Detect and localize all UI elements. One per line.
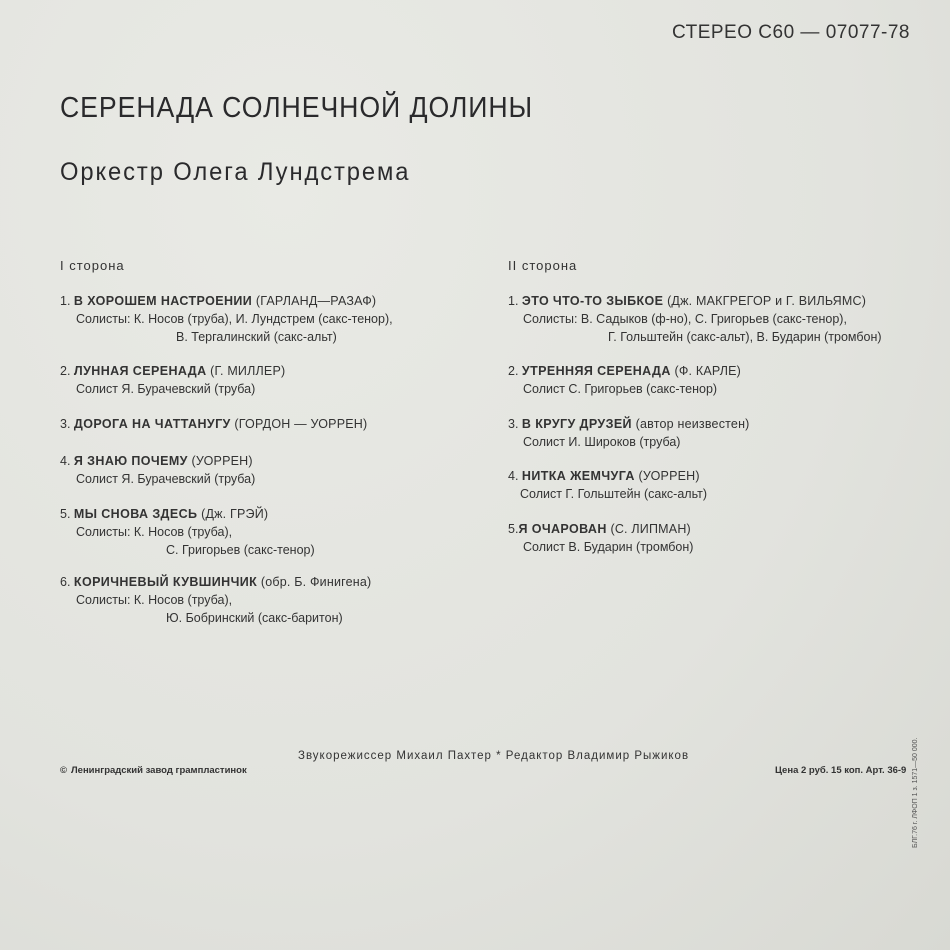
track-credit: (С. ЛИПМАН) (606, 522, 691, 536)
track-credit: (Ф. КАРЛЕ) (670, 364, 742, 378)
track-title: Я ЗНАЮ ПОЧЕМУ (73, 454, 188, 468)
soloists-line: Солисты: В. Садыков (ф-но), С. Григорьев (сакс-тенор), (523, 312, 847, 326)
manufacturer: © Ленинградский завод грампластинок (60, 765, 247, 776)
soloists-line: Ю. Бобринский (сакс-баритон) (166, 611, 343, 625)
track-credit: (Дж. ГРЭЙ) (197, 507, 269, 521)
soloists-line: С. Григорьев (сакс-тенор) (166, 543, 315, 557)
track-title: ЭТО ЧТО-ТО ЗЫБКОЕ (521, 294, 664, 308)
soloists-line: Г. Гольштейн (сакс-альт), В. Бударин (тромбон) (608, 330, 882, 344)
side-2-track-5: 5.Я ОЧАРОВАН (С. ЛИПМАН) Солист В. Бударин (тромбон) (508, 522, 694, 554)
track-title: В ХОРОШЕМ НАСТРОЕНИИ (73, 294, 253, 308)
soloists-line: Солист Г. Гольштейн (сакс-альт) (520, 487, 708, 501)
print-info: БЛГ.76 г. ЛФОП 1 з. 1571—50 000. (912, 737, 919, 848)
copyright-icon: © (60, 765, 67, 776)
track-credit: (автор неизвестен) (631, 417, 750, 431)
side-2-track-1: 1. ЭТО ЧТО-ТО ЗЫБКОЕ (Дж. МАКГРЕГОР и Г. ВИЛЬЯМС) Солисты: В. Садыков (ф-но), С. Григорьев (сакс-тенор), Г. Гольштейн (сакс-альт), В. Бударин (тромбон) (508, 294, 882, 344)
side-2-track-2: 2. УТРЕННЯЯ СЕРЕНАДА (Ф. КАРЛЕ) Солист С. Григорьев (сакс-тенор) (508, 364, 742, 396)
soloists-line: Солисты: К. Носов (труба), И. Лундстрем (сакс-тенор), (76, 312, 393, 326)
soloists-line: В. Тергалинский (сакс-альт) (176, 330, 337, 344)
side-1-track-5: 5. МЫ СНОВА ЗДЕСЬ (Дж. ГРЭЙ) Солисты: К. Носов (труба), С. Григорьев (сакс-тенор) (60, 507, 315, 557)
track-credit: (Дж. МАКГРЕГОР и Г. ВИЛЬЯМС) (663, 294, 867, 308)
side-1-track-2: 2. ЛУННАЯ СЕРЕНАДА (Г. МИЛЛЕР) Солист Я. Бурачевский (труба) (60, 364, 286, 396)
price-info: Цена 2 руб. 15 коп. Арт. 36-9 (775, 765, 907, 776)
catalog-number: СТЕРЕО С60 — 07077-78 (672, 22, 910, 43)
soloists-line: Солист Я. Бурачевский (труба) (76, 382, 256, 396)
soloists-line: Солисты: К. Носов (труба), (76, 593, 233, 607)
track-title: Я ОЧАРОВАН (518, 522, 607, 536)
soloists-line: Солист И. Широков (труба) (523, 435, 681, 449)
track-credit: (ГОРДОН — УОРРЕН) (230, 417, 368, 431)
soloists-line: Солист С. Григорьев (сакс-тенор) (523, 382, 718, 396)
side-1-track-6: 6. КОРИЧНЕВЫЙ КУВШИНЧИК (обр. Б. Финигена) Солисты: К. Носов (труба), Ю. Бобринский (сакс-баритон) (60, 575, 372, 625)
track-credit: (УОРРЕН) (187, 454, 253, 468)
side-2-track-4: 4. НИТКА ЖЕМЧУГА (УОРРЕН) Солист Г. Гольштейн (сакс-альт) (508, 469, 708, 501)
production-credits: Звукорежиссер Михаил Пахтер * Редактор Владимир Рыжиков (298, 750, 690, 762)
soloists-line: Солист Я. Бурачевский (труба) (76, 472, 256, 486)
track-title: В КРУГУ ДРУЗЕЙ (521, 417, 632, 431)
side-1-label: I сторона (60, 258, 125, 273)
side-2-track-3: 3. В КРУГУ ДРУЗЕЙ (автор неизвестен) Солист И. Широков (труба) (508, 417, 750, 449)
track-credit: (УОРРЕН) (634, 469, 700, 483)
track-title: МЫ СНОВА ЗДЕСЬ (73, 507, 198, 521)
album-title: СЕРЕНАДА СОЛНЕЧНОЙ ДОЛИНЫ (60, 92, 534, 124)
soloists-line: Солисты: К. Носов (труба), (76, 525, 233, 539)
track-credit: (ГАРЛАНД—РАЗАФ) (252, 294, 377, 308)
artist-name: Оркестр Олега Лундстрема (60, 158, 411, 186)
side-2-label: II сторона (508, 258, 578, 273)
track-title: КОРИЧНЕВЫЙ КУВШИНЧИК (73, 575, 258, 589)
side-1-track-1: 1. В ХОРОШЕМ НАСТРОЕНИИ (ГАРЛАНД—РАЗАФ) Солисты: К. Носов (труба), И. Лундстрем (сакс-тенор), В. Тергалинский (сакс-альт) (60, 294, 393, 344)
track-credit: (Г. МИЛЛЕР) (206, 364, 286, 378)
soloists-line: Солист В. Бударин (тромбон) (523, 540, 694, 554)
track-title: НИТКА ЖЕМЧУГА (521, 469, 635, 483)
track-title: ДОРОГА НА ЧАТТАНУГУ (73, 417, 231, 431)
track-credit: (обр. Б. Финигена) (257, 575, 372, 589)
side-1-track-3: 3. ДОРОГА НА ЧАТТАНУГУ (ГОРДОН — УОРРЕН) (60, 417, 368, 431)
track-title: ЛУННАЯ СЕРЕНАДА (73, 364, 207, 378)
track-title: УТРЕННЯЯ СЕРЕНАДА (521, 364, 671, 378)
side-1-track-4: 4. Я ЗНАЮ ПОЧЕМУ (УОРРЕН) Солист Я. Бурачевский (труба) (60, 454, 256, 486)
